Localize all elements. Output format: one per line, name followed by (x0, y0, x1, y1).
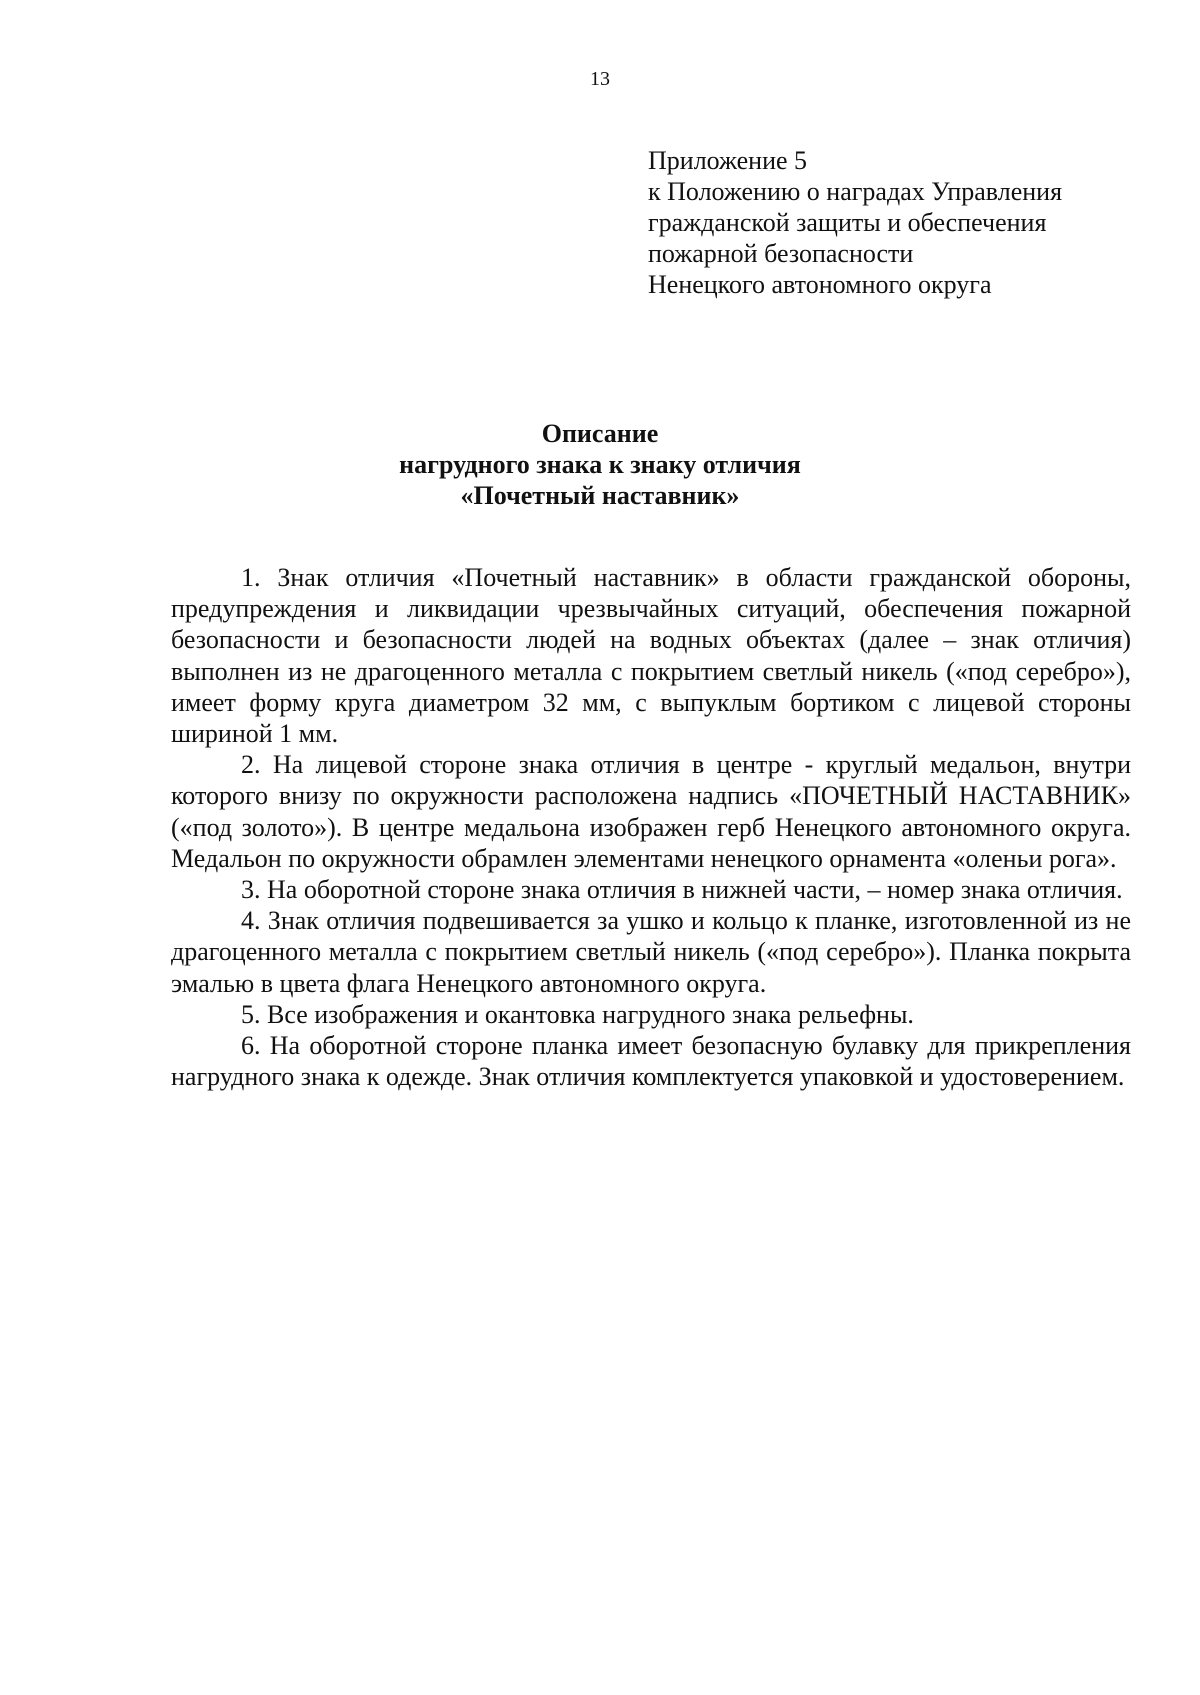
document-body (171, 562, 1131, 1092)
paragraph: 3. На оборотной стороне знака отличия в нижней части, – номер знака отличия. (241, 875, 1123, 905)
appendix-line: пожарной безопасности (648, 239, 914, 268)
title-line: нагрудного знака к знаку отличия (399, 450, 801, 479)
appendix-line: Приложение 5 (648, 146, 808, 175)
appendix-line: гражданской защиты и обеспечения (648, 208, 1047, 237)
page-number: 13 (590, 68, 610, 90)
paragraph: 1. Знак отличия «Почетный наставник» в области гражданской обороны, предупреждения и ликвидации чрезвычайных ситуаций, обеспечения пожарной безопасности и безопасности людей на водных объектах (далее – знак отличия) выполнен из не драгоценного металла с покрытием светлый никель («под серебро»), имеет форму круга диаметром 32 мм, с выпуклым бортиком с лицевой стороны шириной 1 мм. (171, 563, 1131, 749)
paragraph: 4. Знак отличия подвешивается за ушко и кольцо к планке, изготовленной из не драгоценного металла с покрытием светлый никель («под серебро»). Планка покрыта эмалью в цвета флага Ненецкого автономного округа. (171, 906, 1131, 998)
paragraph: 2. На лицевой стороне знака отличия в центре - круглый медальон, внутри которого внизу по окружности расположена надпись «ПОЧЕТНЫЙ НАСТАВНИК» («под золото»). В центре медальона изображен герб Ненецкого автономного округа. Медальон по окружности обрамлен элементами ненецкого орнамента «оленьи рога». (171, 750, 1131, 873)
title-line: Описание (541, 419, 659, 448)
appendix-header (648, 145, 1168, 300)
appendix-line: к Положению о наградах Управления (648, 177, 1063, 206)
document-title (0, 418, 1200, 511)
appendix-line: Ненецкого автономного округа (648, 270, 992, 299)
title-line: «Почетный наставник» (460, 481, 740, 510)
paragraph: 5. Все изображения и окантовка нагрудного знака рельефны. (241, 999, 914, 1029)
paragraph: 6. На оборотной стороне планка имеет безопасную булавку для прикрепления нагрудного знака к одежде. Знак отличия комплектуется упаковкой и удостоверением. (171, 1031, 1131, 1092)
